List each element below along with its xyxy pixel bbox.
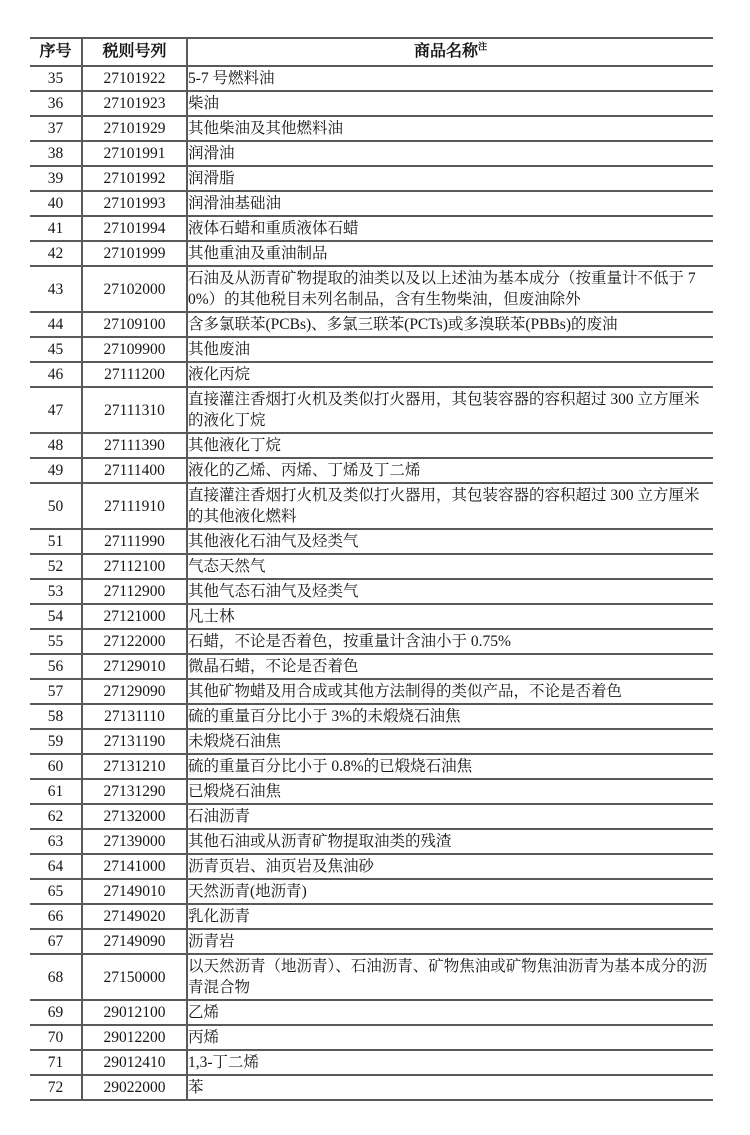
table-row xyxy=(30,483,713,529)
col-header-serial xyxy=(30,38,82,66)
cell-tariff-code: 27112100 xyxy=(82,554,187,579)
cell-tariff-code: 27139000 xyxy=(82,829,187,854)
cell-tariff-code: 27101999 xyxy=(82,241,187,266)
cell-tariff-code: 27111990 xyxy=(82,529,187,554)
cell-tariff-code: 27149090 xyxy=(82,929,187,954)
cell-serial: 39 xyxy=(30,166,82,191)
cell-product-name: 乳化沥青 xyxy=(187,904,713,929)
table-row xyxy=(30,116,713,141)
cell-tariff-code: 27131210 xyxy=(82,754,187,779)
cell-serial: 53 xyxy=(30,579,82,604)
cell-serial: 44 xyxy=(30,312,82,337)
col-header-product-name xyxy=(187,38,713,66)
table-row xyxy=(30,929,713,954)
cell-serial: 48 xyxy=(30,433,82,458)
cell-product-name: 液化丙烷 xyxy=(187,362,713,387)
cell-product-name: 柴油 xyxy=(187,91,713,116)
cell-product-name: 其他石油或从沥青矿物提取油类的残渣 xyxy=(187,829,713,854)
cell-serial: 52 xyxy=(30,554,82,579)
cell-tariff-code: 27121000 xyxy=(82,604,187,629)
table-row xyxy=(30,337,713,362)
cell-serial: 72 xyxy=(30,1075,82,1100)
cell-serial: 49 xyxy=(30,458,82,483)
table-row xyxy=(30,904,713,929)
cell-serial: 37 xyxy=(30,116,82,141)
table-row xyxy=(30,141,713,166)
cell-serial: 68 xyxy=(30,954,82,1000)
table-row xyxy=(30,579,713,604)
cell-serial: 38 xyxy=(30,141,82,166)
cell-serial: 50 xyxy=(30,483,82,529)
cell-tariff-code: 27122000 xyxy=(82,629,187,654)
cell-product-name: 石蜡，不论是否着色，按重量计含油小于 0.75% xyxy=(187,629,713,654)
cell-product-name: 微晶石蜡，不论是否着色 xyxy=(187,654,713,679)
cell-tariff-code: 27129010 xyxy=(82,654,187,679)
table-row xyxy=(30,629,713,654)
table-row xyxy=(30,91,713,116)
table-row xyxy=(30,216,713,241)
cell-product-name: 其他液化石油气及烃类气 xyxy=(187,529,713,554)
col-header-product-name-label: 商品名称 xyxy=(413,43,478,60)
cell-serial: 47 xyxy=(30,387,82,433)
cell-product-name: 凡士林 xyxy=(187,604,713,629)
cell-product-name: 1,3-丁二烯 xyxy=(187,1050,713,1075)
cell-serial: 35 xyxy=(30,66,82,91)
cell-tariff-code: 27109100 xyxy=(82,312,187,337)
table-row xyxy=(30,66,713,91)
cell-product-name: 其他液化丁烷 xyxy=(187,433,713,458)
cell-product-name: 润滑脂 xyxy=(187,166,713,191)
table-body xyxy=(30,66,713,1100)
table-row xyxy=(30,529,713,554)
cell-serial: 45 xyxy=(30,337,82,362)
cell-tariff-code: 27132000 xyxy=(82,804,187,829)
cell-serial: 63 xyxy=(30,829,82,854)
cell-product-name: 直接灌注香烟打火机及类似打火器用，其包装容器的容积超过 300 立方厘米的其他液化燃料 xyxy=(187,483,713,529)
cell-product-name: 5-7 号燃料油 xyxy=(187,66,713,91)
cell-serial: 60 xyxy=(30,754,82,779)
cell-product-name: 石油沥青 xyxy=(187,804,713,829)
cell-serial: 59 xyxy=(30,729,82,754)
cell-tariff-code: 27111310 xyxy=(82,387,187,433)
cell-tariff-code: 29012200 xyxy=(82,1025,187,1050)
table-row xyxy=(30,241,713,266)
cell-tariff-code: 27150000 xyxy=(82,954,187,1000)
col-header-tariff-code xyxy=(82,38,187,66)
table-row xyxy=(30,804,713,829)
table-row xyxy=(30,554,713,579)
cell-product-name: 沥青岩 xyxy=(187,929,713,954)
cell-serial: 40 xyxy=(30,191,82,216)
cell-product-name: 液体石蜡和重质液体石蜡 xyxy=(187,216,713,241)
cell-serial: 71 xyxy=(30,1050,82,1075)
cell-serial: 54 xyxy=(30,604,82,629)
table-row xyxy=(30,704,713,729)
cell-serial: 42 xyxy=(30,241,82,266)
cell-tariff-code: 27141000 xyxy=(82,854,187,879)
cell-serial: 70 xyxy=(30,1025,82,1050)
cell-product-name: 含多氯联苯(PCBs)、多氯三联苯(PCTs)或多溴联苯(PBBs)的废油 xyxy=(187,312,713,337)
cell-tariff-code: 27111400 xyxy=(82,458,187,483)
cell-tariff-code: 27101991 xyxy=(82,141,187,166)
table-row xyxy=(30,954,713,1000)
cell-product-name: 苯 xyxy=(187,1075,713,1100)
cell-tariff-code: 27111200 xyxy=(82,362,187,387)
cell-tariff-code: 27101992 xyxy=(82,166,187,191)
table-row xyxy=(30,312,713,337)
note-superscript: 注 xyxy=(478,41,488,52)
cell-serial: 64 xyxy=(30,854,82,879)
cell-tariff-code: 29022000 xyxy=(82,1075,187,1100)
cell-product-name: 其他气态石油气及烃类气 xyxy=(187,579,713,604)
cell-product-name: 硫的重量百分比小于 0.8%的已煅烧石油焦 xyxy=(187,754,713,779)
cell-product-name: 未煅烧石油焦 xyxy=(187,729,713,754)
table-row xyxy=(30,433,713,458)
table-row xyxy=(30,854,713,879)
table-row xyxy=(30,654,713,679)
cell-serial: 57 xyxy=(30,679,82,704)
cell-product-name: 其他矿物蜡及用合成或其他方法制得的类似产品，不论是否着色 xyxy=(187,679,713,704)
table-row xyxy=(30,679,713,704)
cell-serial: 58 xyxy=(30,704,82,729)
cell-tariff-code: 27101922 xyxy=(82,66,187,91)
table-row xyxy=(30,1050,713,1075)
cell-product-name: 其他废油 xyxy=(187,337,713,362)
cell-product-name: 润滑油基础油 xyxy=(187,191,713,216)
cell-tariff-code: 29012100 xyxy=(82,1000,187,1025)
cell-tariff-code: 27149010 xyxy=(82,879,187,904)
table-row xyxy=(30,387,713,433)
cell-tariff-code: 27101993 xyxy=(82,191,187,216)
cell-product-name: 其他重油及重油制品 xyxy=(187,241,713,266)
cell-tariff-code: 27131290 xyxy=(82,779,187,804)
cell-product-name: 其他柴油及其他燃料油 xyxy=(187,116,713,141)
cell-tariff-code: 27101923 xyxy=(82,91,187,116)
cell-serial: 41 xyxy=(30,216,82,241)
cell-serial: 51 xyxy=(30,529,82,554)
table-header-row xyxy=(30,38,713,66)
cell-tariff-code: 29012410 xyxy=(82,1050,187,1075)
table-row xyxy=(30,604,713,629)
cell-serial: 43 xyxy=(30,266,82,312)
cell-serial: 62 xyxy=(30,804,82,829)
cell-product-name: 乙烯 xyxy=(187,1000,713,1025)
cell-serial: 69 xyxy=(30,1000,82,1025)
cell-product-name: 丙烯 xyxy=(187,1025,713,1050)
cell-tariff-code: 27131110 xyxy=(82,704,187,729)
cell-serial: 61 xyxy=(30,779,82,804)
table-row xyxy=(30,879,713,904)
cell-product-name: 液化的乙烯、丙烯、丁烯及丁二烯 xyxy=(187,458,713,483)
cell-serial: 36 xyxy=(30,91,82,116)
cell-serial: 66 xyxy=(30,904,82,929)
cell-product-name: 直接灌注香烟打火机及类似打火器用，其包装容器的容积超过 300 立方厘米的液化丁烷 xyxy=(187,387,713,433)
cell-serial: 56 xyxy=(30,654,82,679)
cell-tariff-code: 27111390 xyxy=(82,433,187,458)
table-row xyxy=(30,266,713,312)
cell-product-name: 石油及从沥青矿物提取的油类以及以上述油为基本成分（按重量计不低于 70%）的其他税目未列名制品，含有生物柴油，但废油除外 xyxy=(187,266,713,312)
cell-serial: 65 xyxy=(30,879,82,904)
cell-tariff-code: 27102000 xyxy=(82,266,187,312)
cell-tariff-code: 27101929 xyxy=(82,116,187,141)
table-row xyxy=(30,729,713,754)
cell-product-name: 沥青页岩、油页岩及焦油砂 xyxy=(187,854,713,879)
cell-product-name: 已煅烧石油焦 xyxy=(187,779,713,804)
table-row xyxy=(30,191,713,216)
tariff-table xyxy=(30,37,713,1101)
cell-product-name: 硫的重量百分比小于 3%的未煅烧石油焦 xyxy=(187,704,713,729)
cell-tariff-code: 27101994 xyxy=(82,216,187,241)
cell-product-name: 天然沥青(地沥青) xyxy=(187,879,713,904)
table-row xyxy=(30,754,713,779)
cell-tariff-code: 27129090 xyxy=(82,679,187,704)
table-row xyxy=(30,829,713,854)
cell-tariff-code: 27112900 xyxy=(82,579,187,604)
cell-product-name: 气态天然气 xyxy=(187,554,713,579)
cell-tariff-code: 27149020 xyxy=(82,904,187,929)
table-row xyxy=(30,1075,713,1100)
table-row xyxy=(30,166,713,191)
col-header-serial-label: 序号 xyxy=(39,43,72,60)
table-row xyxy=(30,458,713,483)
cell-serial: 46 xyxy=(30,362,82,387)
cell-tariff-code: 27131190 xyxy=(82,729,187,754)
table-row xyxy=(30,1025,713,1050)
table-row xyxy=(30,1000,713,1025)
col-header-tariff-code-label: 税则号列 xyxy=(102,43,167,60)
cell-serial: 55 xyxy=(30,629,82,654)
table-row xyxy=(30,362,713,387)
table-row xyxy=(30,779,713,804)
cell-tariff-code: 27109900 xyxy=(82,337,187,362)
cell-serial: 67 xyxy=(30,929,82,954)
cell-product-name: 润滑油 xyxy=(187,141,713,166)
cell-tariff-code: 27111910 xyxy=(82,483,187,529)
cell-product-name: 以天然沥青（地沥青）、石油沥青、矿物焦油或矿物焦油沥青为基本成分的沥青混合物 xyxy=(187,954,713,1000)
